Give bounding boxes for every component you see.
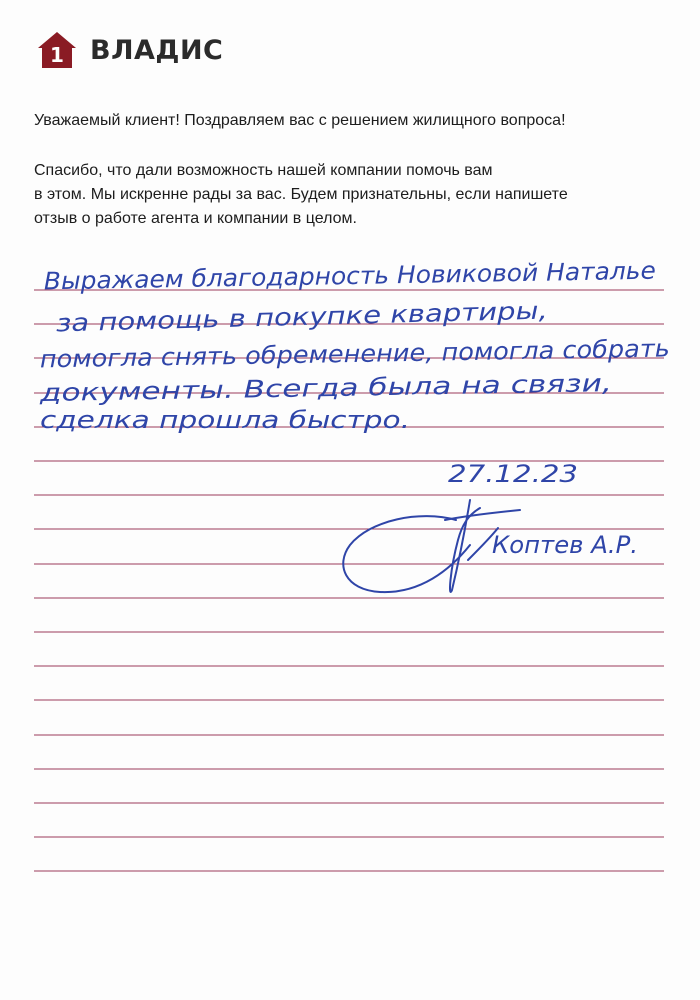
review-date: 27.12.23 — [448, 460, 578, 488]
review-line-2: за помощь в покупке квартиры, — [55, 298, 463, 338]
review-line-4: документы. Всегда была на связи, — [39, 371, 481, 408]
brand-name: ВЛАДИС — [90, 34, 224, 66]
handwritten-signature — [343, 500, 520, 592]
house-key-icon — [36, 30, 78, 70]
brand-logo — [36, 30, 223, 70]
review-line-3: помогла снять обременение, помогла собрать — [39, 335, 631, 374]
review-line-5: сделка прошла быстро. — [40, 406, 410, 434]
request-message: Спасибо, что дали возможность нашей компании помочь вам в этом. Мы искренне рады за вас. Будем признательны, если напишете отзыв о работе агента и компании в целом. — [34, 162, 568, 227]
review-text — [38, 257, 670, 434]
signer-name: Коптев А.Р. — [492, 531, 638, 559]
ruled-lines — [34, 290, 664, 871]
review-line-1: Выражаем благодарность Новиковой Наталье — [43, 257, 634, 296]
greeting-text: Уважаемый клиент! Поздравляем вас с решением жилищного вопроса! — [34, 112, 566, 129]
logo-digit: 1 — [50, 43, 64, 67]
